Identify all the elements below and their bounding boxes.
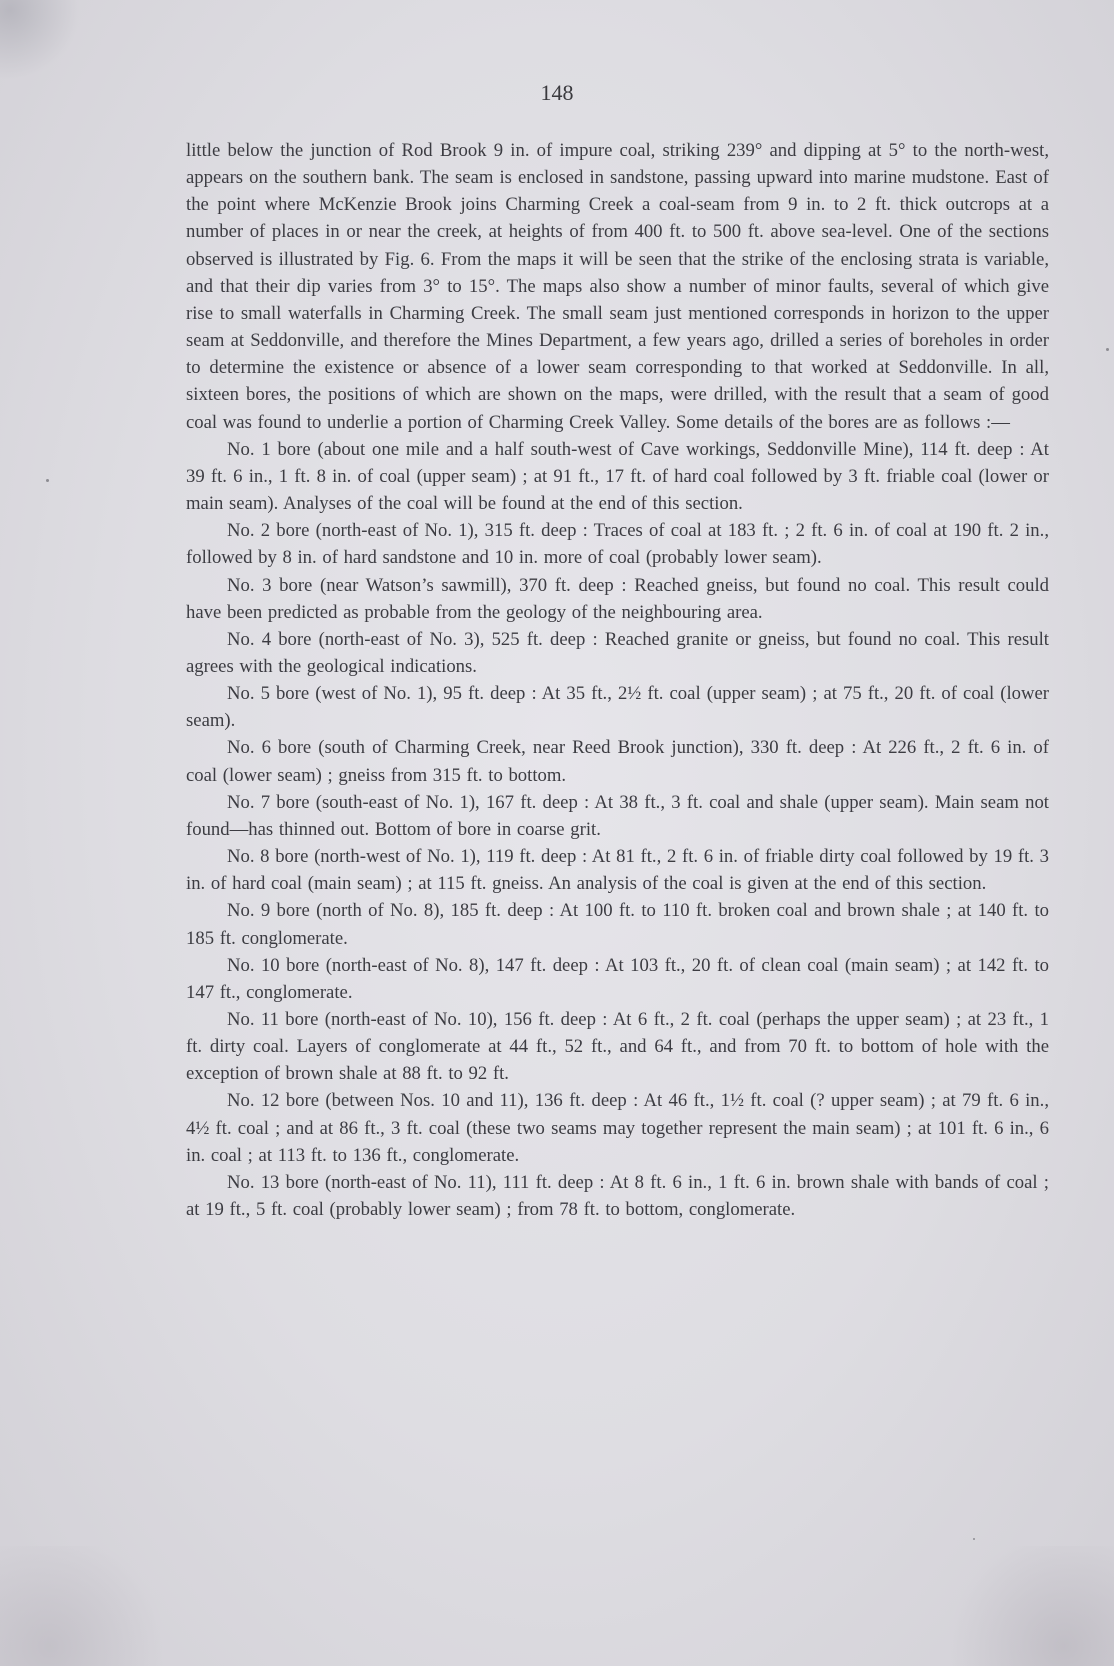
corner-shadow-bottom-left (0, 1546, 180, 1666)
corner-shadow-top-left (0, 0, 80, 80)
paragraph-bore-13: No. 13 bore (north-east of No. 11), 111 ft. deep : At 8 ft. 6 in., 1 ft. 6 in. brown shale with bands of coal ; at 19 ft., 5 ft. coal (probably lower seam) ; from 78 ft. to bottom, conglomerate. (186, 1171, 1049, 1221)
paragraph-bore-4: No. 4 bore (north-east of No. 3), 525 ft. deep : Reached granite or gneiss, but found no coal. This result agrees with the geological indications. (186, 628, 1049, 677)
paper-speck (973, 1538, 975, 1540)
page-number: 148 (540, 80, 574, 105)
paragraph-bore-8: No. 8 bore (north-west of No. 1), 119 ft. deep : At 81 ft., 2 ft. 6 in. of friable dirty coal followed by 19 ft. 3 in. of hard coal (main seam) ; at 115 ft. gneiss. An analysis of the coal is given at the end of this section. (186, 846, 1049, 895)
paragraph-bore-10: No. 10 bore (north-east of No. 8), 147 ft. deep : At 103 ft., 20 ft. of clean coal (main seam) ; at 142 ft. to 147 ft., conglomerate. (186, 954, 1049, 1003)
paragraph-intro: little below the junction of Rod Brook 9 in. of impure coal, striking 239° and dipping at 5° to the north-west, appears on the southern bank. The seam is enclosed in sandstone, passing upward into marine mudstone. East of the point where McKenzie Brook joins Charming Creek a coal-seam from 9 in. to 2 ft. thick outcrops at a number of places in or near the creek, at heights of from 400 ft. to 500 ft. above sea-level. One of the sections observed is illustrated by Fig. 6. From the maps it will be seen that the strike of the enclosing strata is variable, and that their dip varies from 3° to 15°. The maps also show a number of minor faults, several of which give rise to small waterfalls in Charming Creek. The small seam just mentioned corresponds in horizon to the upper seam at Seddonville, and therefore the Mines Department, a few years ago, drilled a series of boreholes in order to determine the existence or absence of a lower seam corresponding to that worked at Seddonville. In all, sixteen bores, the positions of which are shown on the maps, were drilled, with the result that a seam of good coal was found to underlie a portion of Charming Creek Valley. Some details of the bores are as follows :— (186, 140, 1049, 433)
paragraph-bore-6: No. 6 bore (south of Charming Creek, near Reed Brook junction), 330 ft. deep : At 226 ft., 2 ft. 6 in. of coal (lower seam) ; gneiss from 315 ft. to bottom. (186, 737, 1049, 786)
paragraph-bore-7: No. 7 bore (south-east of No. 1), 167 ft. deep : At 38 ft., 3 ft. coal and shale (upper seam). Main seam not found—has thinned out. Bottom of bore in coarse grit. (186, 791, 1049, 840)
paragraph-bore-9: No. 9 bore (north of No. 8), 185 ft. deep : At 100 ft. to 110 ft. broken coal and brown shale ; at 140 ft. to 185 ft. conglomerate. (186, 900, 1049, 949)
paragraph-bore-3: No. 3 bore (near Watson’s sawmill), 370 ft. deep : Reached gneiss, but found no coal. This result could have been predicted as probable from the geology of the neighbouring area. (186, 574, 1049, 623)
paper-speck (1106, 348, 1109, 351)
paragraph-bore-12: No. 12 bore (between Nos. 10 and 11), 136 ft. deep : At 46 ft., 1½ ft. coal (? upper seam) ; at 79 ft. 6 in., 4½ ft. coal ; and at 86 ft., 3 ft. coal (these two seams may together represent the main seam) ; at 101 ft. 6 in., 6 in. coal ; at 113 ft. to 136 ft., conglomerate. (186, 1090, 1049, 1166)
corner-shadow-bottom-right (934, 1546, 1114, 1666)
paragraph-bore-5: No. 5 bore (west of No. 1), 95 ft. deep : At 35 ft., 2½ ft. coal (upper seam) ; at 75 ft., 20 ft. of coal (lower seam). (186, 683, 1049, 732)
paragraph-bore-1: No. 1 bore (about one mile and a half south-west of Cave workings, Seddonville Mine), 114 ft. deep : At 39 ft. 6 in., 1 ft. 8 in. of coal (upper seam) ; at 91 ft., 17 ft. of hard coal followed by 3 ft. friable coal (lower or main seam). Analyses of the coal will be found at the end of this section. (186, 438, 1049, 515)
paragraph-bore-11: No. 11 bore (north-east of No. 10), 156 ft. deep : At 6 ft., 2 ft. coal (perhaps the upper seam) ; at 23 ft., 1 ft. dirty coal. Layers of conglomerate at 44 ft., 52 ft., and 64 ft., and from 70 ft. to bottom of hole with the exception of brown shale at 88 ft. to 92 ft. (186, 1009, 1049, 1085)
paper-speck (46, 479, 49, 482)
paragraph-bore-2: No. 2 bore (north-east of No. 1), 315 ft. deep : Traces of coal at 183 ft. ; 2 ft. 6 in. of coal at 190 ft. 2 in., followed by 8 in. of hard sandstone and 10 in. more of coal (probably lower seam). (186, 520, 1049, 569)
body-text (186, 137, 1049, 1223)
